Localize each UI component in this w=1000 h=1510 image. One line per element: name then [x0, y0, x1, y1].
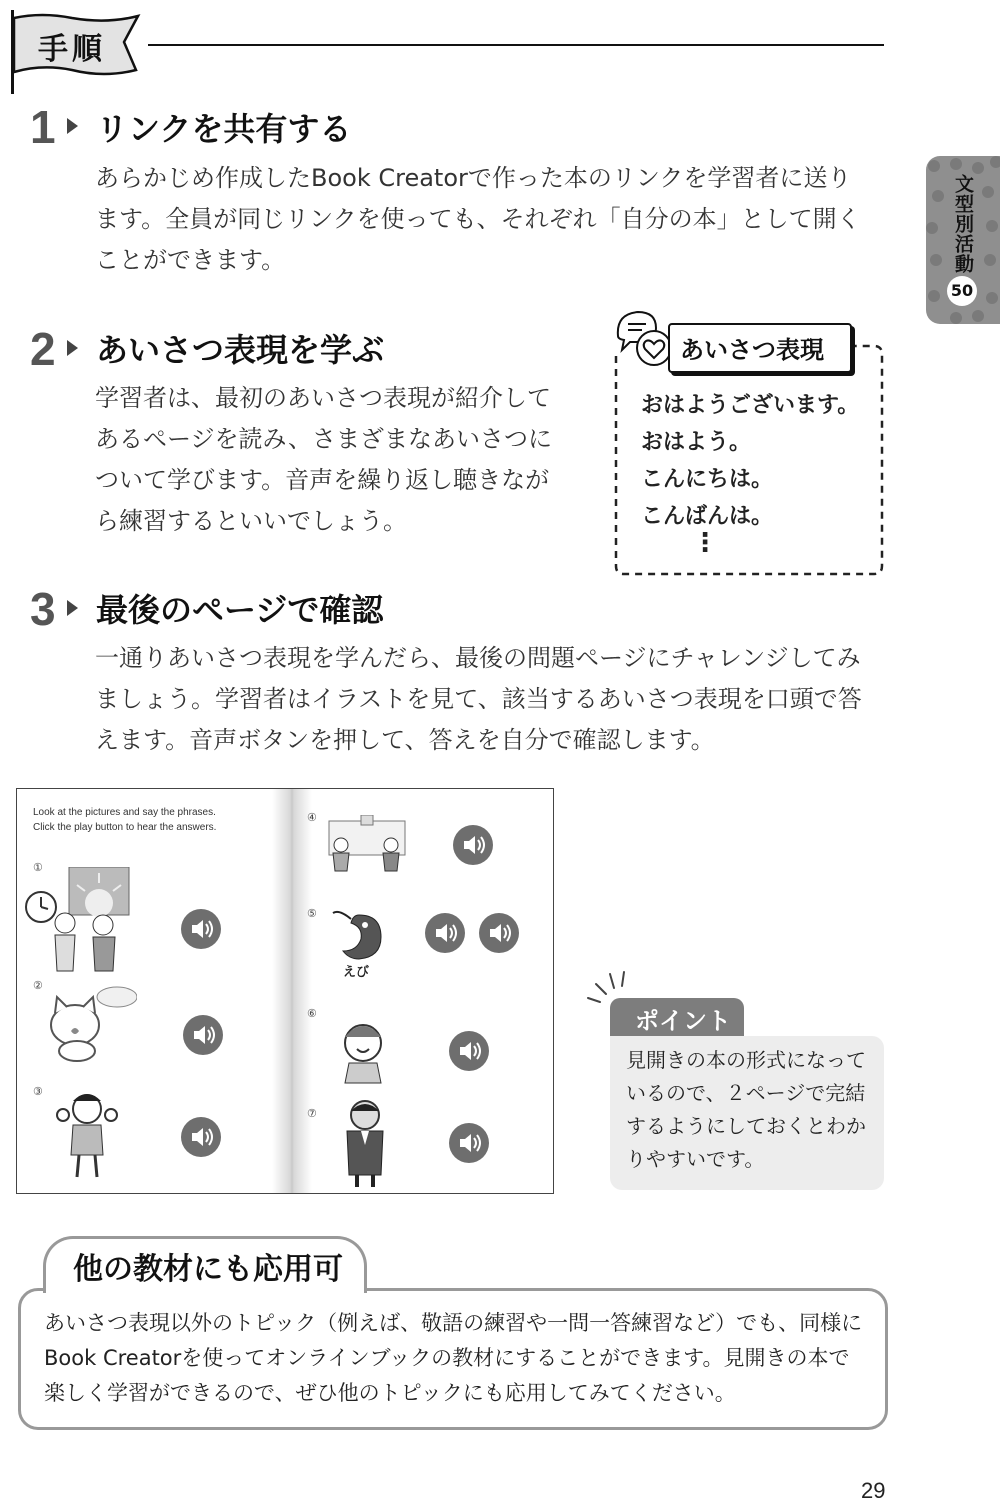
page-number: 29	[861, 1478, 886, 1503]
greeting-item: おはようございます。	[641, 393, 860, 418]
point-text	[626, 1044, 876, 1176]
item-label: ③	[33, 1086, 43, 1098]
step-1-number: 1	[30, 101, 56, 153]
header-rule	[148, 44, 884, 46]
step-1-text	[95, 158, 861, 281]
point-line: 見開きの本の形式になって	[626, 1048, 866, 1072]
greeting-more: ⋮	[692, 528, 718, 558]
other-line: あいさつ表現以外のトピック（例えば、敬語の練習や一問一答練習など）でも、同様に	[44, 1311, 863, 1335]
book-instruction: Click the play button to hear the answers.	[33, 822, 217, 833]
book-instruction: Look at the pictures and say the phrases.	[33, 807, 216, 818]
step-2-text	[95, 378, 552, 542]
speech-heart-icon	[612, 306, 674, 368]
book-screenshot	[16, 788, 554, 1194]
greeting-item: こんにちは。	[641, 467, 774, 492]
speaker-icon[interactable]	[449, 1031, 489, 1071]
boy-waving-illustration	[333, 1017, 393, 1087]
point-line: するようにしておくとわか	[626, 1114, 866, 1138]
speaker-icon[interactable]	[453, 825, 493, 865]
man-bowing-illustration	[335, 1099, 395, 1189]
step-2-number: 2	[30, 323, 56, 375]
side-tab-number: 50	[947, 276, 977, 306]
step-2-arrow-icon	[67, 340, 78, 356]
item-label: ⑥	[307, 1008, 317, 1020]
point-line: りやすいです。	[626, 1147, 765, 1171]
speaker-icon[interactable]	[479, 913, 519, 953]
section-title: 手順	[38, 32, 106, 67]
step-3-title: 最後のページで確認	[96, 591, 384, 629]
side-tab	[926, 156, 1000, 324]
point-label: ポイント	[635, 1007, 731, 1035]
step-2-title: あいさつ表現を学ぶ	[96, 331, 385, 369]
other-materials-text	[44, 1306, 874, 1411]
item-label: ④	[307, 812, 317, 824]
step-1-line: あらかじめ作成したBook Creatorで作った本のリンクを学習者に送り	[95, 164, 852, 192]
item-label: ⑤	[307, 908, 317, 920]
other-materials-title: 他の教材にも応用可	[73, 1252, 343, 1287]
step-1-line: ます。全員が同じリンクを使っても、それぞれ「自分の本」として開く	[95, 205, 861, 233]
other-line: Book Creatorを使ってオンラインブックの教材にすることができます。見開きの本で	[44, 1346, 850, 1370]
step-3-line: ましょう。学習者はイラストを見て、該当するあいさつ表現を口頭で答	[95, 685, 862, 713]
greeting-tag-label: あいさつ表現	[680, 336, 824, 364]
school-illustration	[321, 815, 411, 875]
point-line: いるので、２ページで完結	[626, 1081, 866, 1105]
speaker-icon[interactable]	[449, 1123, 489, 1163]
step-1-line: ことができます。	[95, 246, 286, 274]
item-label: ①	[33, 862, 43, 874]
step-2-line: ら練習するといいでしょう。	[95, 507, 407, 535]
greeting-item: こんばんは。	[641, 504, 774, 529]
step-2-line: あるページを読み、さまざまなあいさつに	[95, 425, 552, 453]
other-line: 楽しく学習ができるので、ぜひ他のトピックにも応用してみてください。	[44, 1381, 736, 1405]
step-1-arrow-icon	[67, 118, 78, 134]
greeting-item: おはよう。	[641, 430, 752, 455]
item-label: ⑦	[307, 1108, 317, 1120]
speaker-icon[interactable]	[425, 913, 465, 953]
side-tab-label: 文型別活動	[952, 174, 974, 274]
shrimp-illustration	[329, 909, 389, 965]
step-3-number: 3	[30, 583, 56, 635]
step-3-arrow-icon	[67, 600, 78, 616]
item-label: ②	[33, 980, 43, 992]
step-1-title: リンクを共有する	[96, 110, 352, 148]
speaker-icon[interactable]	[181, 909, 221, 949]
book-spine	[272, 789, 312, 1193]
step-2-line: ついて学びます。音声を繰り返し聴きなが	[95, 466, 550, 494]
ebi-label: えび	[343, 965, 370, 980]
speaker-icon[interactable]	[181, 1117, 221, 1157]
step-3-line: えます。音声ボタンを押して、答えを自分で確認します。	[95, 726, 715, 754]
person-illustration	[53, 1089, 123, 1181]
step-3-text	[95, 638, 862, 761]
cat-thank-you-illustration	[47, 985, 137, 1065]
speaker-icon[interactable]	[183, 1015, 223, 1055]
step-3-line: 一通りあいさつ表現を学んだら、最後の問題ページにチャレンジしてみ	[95, 644, 861, 672]
greeting-box-border	[614, 344, 884, 576]
morning-greeting-illustration	[25, 867, 135, 975]
step-2-line: 学習者は、最初のあいさつ表現が紹介して	[95, 384, 551, 412]
